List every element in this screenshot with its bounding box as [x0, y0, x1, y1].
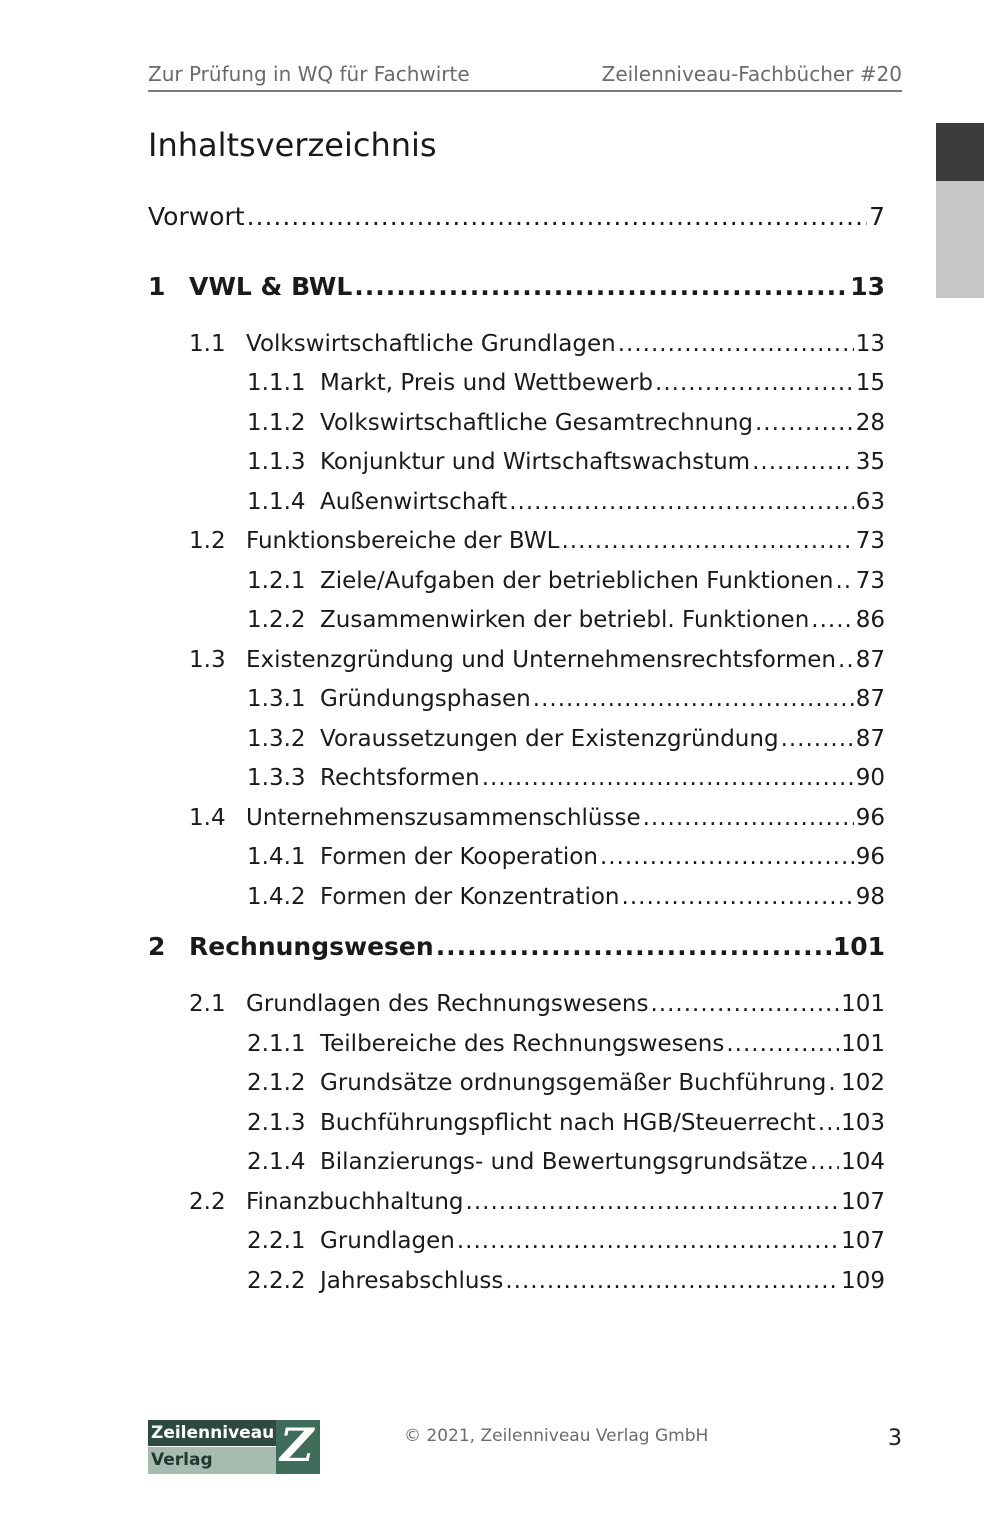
section-page: 107	[841, 1189, 885, 1215]
subsection-page: 101	[841, 1031, 885, 1057]
dot-leader	[811, 603, 853, 637]
toc-chapter[interactable]	[148, 930, 885, 964]
section-title: Unternehmenszusammenschlüsse	[246, 805, 641, 831]
dot-leader	[509, 485, 854, 519]
chapter-number: 2	[148, 932, 166, 961]
toc-subsection[interactable]	[247, 485, 885, 519]
subsection-title: Markt, Preis und Wettbewerb	[320, 370, 654, 396]
dot-leader	[643, 801, 854, 835]
subsection-title: Formen der Kooperation	[320, 844, 598, 870]
dot-leader	[482, 761, 854, 795]
subsection-page: 109	[841, 1268, 885, 1294]
dot-leader	[247, 200, 868, 234]
toc-subsection[interactable]	[247, 880, 885, 914]
toc-entry-page: 7	[869, 202, 885, 231]
dot-leader	[622, 880, 854, 914]
dot-leader	[835, 564, 853, 598]
subsection-page: 28	[855, 410, 885, 436]
toc-subsection[interactable]	[247, 761, 885, 795]
chapter-page: 13	[850, 272, 885, 301]
toc-section[interactable]	[189, 987, 885, 1021]
subsection-number: 1.3.2	[247, 726, 306, 752]
section-number: 2.2	[189, 1189, 226, 1215]
toc-section[interactable]	[189, 801, 885, 835]
subsection-page: 104	[841, 1149, 885, 1175]
dot-leader	[466, 1185, 840, 1219]
chapter-page: 101	[832, 932, 885, 961]
toc-subsection[interactable]	[247, 406, 885, 440]
logo-z-mark: Z	[276, 1420, 320, 1474]
dot-leader	[752, 445, 854, 479]
subsection-page: 103	[841, 1110, 885, 1136]
copyright-notice: © 2021, Zeilenniveau Verlag GmbH	[404, 1426, 709, 1446]
dot-leader	[818, 1106, 839, 1140]
subsection-number: 1.2.2	[247, 607, 306, 633]
subsection-title: Ziele/Aufgaben der betrieblichen Funktionen	[320, 568, 834, 594]
toc-subsection[interactable]	[247, 366, 885, 400]
chapter-number: 1	[148, 272, 166, 301]
subsection-title: Grundsätze ordnungsgemäßer Buchführung	[320, 1070, 827, 1096]
chapter-title: Rechnungswesen	[189, 932, 434, 961]
toc-subsection[interactable]	[247, 1066, 885, 1100]
subsection-title: Grundlagen	[320, 1228, 455, 1254]
subsection-title: Konjunktur und Wirtschaftswachstum	[320, 449, 751, 475]
toc-subsection[interactable]	[247, 1224, 885, 1258]
subsection-number: 1.3.1	[247, 686, 306, 712]
subsection-title: Volkswirtschaftliche Gesamtrechnung	[320, 410, 753, 436]
dot-leader	[354, 270, 848, 304]
dot-leader	[618, 327, 854, 361]
toc-subsection[interactable]	[247, 1027, 885, 1061]
toc-subsection[interactable]	[247, 1264, 885, 1298]
subsection-number: 1.1.4	[247, 489, 306, 515]
dot-leader	[828, 1066, 839, 1100]
subsection-title: Zusammenwirken der betriebl. Funktionen	[320, 607, 810, 633]
dot-leader	[533, 682, 854, 716]
toc-subsection[interactable]	[247, 564, 885, 598]
toc-entry-label: Vorwort	[148, 202, 245, 231]
subsection-title: Teilbereiche des Rechnungswesens	[320, 1031, 725, 1057]
header-book-title: Zur Prüfung in WQ für Fachwirte	[148, 62, 470, 86]
subsection-number: 2.1.3	[247, 1110, 306, 1136]
toc-entry-foreword[interactable]	[148, 200, 885, 234]
publisher-logo	[148, 1420, 320, 1474]
dot-leader	[781, 722, 854, 756]
logo-text-line2: Verlag	[148, 1447, 276, 1474]
section-page: 101	[841, 991, 885, 1017]
subsection-number: 2.1.2	[247, 1070, 306, 1096]
section-page: 73	[855, 528, 885, 554]
subsection-title: Bilanzierungs- und Bewertungsgrundsätze	[320, 1149, 808, 1175]
subsection-number: 2.1.4	[247, 1149, 306, 1175]
subsection-page: 96	[855, 844, 885, 870]
subsection-title: Rechtsformen	[320, 765, 480, 791]
subsection-title: Außenwirtschaft	[320, 489, 508, 515]
subsection-title: Formen der Konzentration	[320, 884, 620, 910]
section-page: 96	[855, 805, 885, 831]
thumb-index-tab	[936, 181, 984, 298]
dot-leader	[810, 1145, 839, 1179]
running-header	[148, 60, 902, 92]
dot-leader	[651, 987, 840, 1021]
subsection-title: Jahresabschluss	[320, 1268, 504, 1294]
toc-subsection[interactable]	[247, 840, 885, 874]
section-title: Funktionsbereiche der BWL	[246, 528, 560, 554]
toc-subsection[interactable]	[247, 603, 885, 637]
toc-subsection[interactable]	[247, 682, 885, 716]
thumb-index-tab-active	[936, 123, 984, 181]
subsection-page: 15	[855, 370, 885, 396]
section-number: 1.3	[189, 647, 226, 673]
subsection-page: 107	[841, 1228, 885, 1254]
dot-leader	[655, 366, 854, 400]
dot-leader	[600, 840, 854, 874]
toc-subsection[interactable]	[247, 445, 885, 479]
page-number: 3	[888, 1426, 902, 1451]
subsection-page: 87	[855, 726, 885, 752]
section-number: 1.4	[189, 805, 226, 831]
subsection-title: Gründungsphasen	[320, 686, 531, 712]
subsection-title: Buchführungspflicht nach HGB/Steuerrecht	[320, 1110, 816, 1136]
section-number: 1.1	[189, 331, 226, 357]
toc-section[interactable]	[189, 524, 885, 558]
subsection-number: 1.1.3	[247, 449, 306, 475]
logo-text-line1: Zeilenniveau	[148, 1420, 276, 1446]
dot-leader	[755, 406, 854, 440]
dot-leader	[505, 1264, 839, 1298]
section-page: 87	[855, 647, 885, 673]
toc-section[interactable]	[189, 327, 885, 361]
section-number: 2.1	[189, 991, 226, 1017]
section-title: Finanzbuchhaltung	[246, 1189, 464, 1215]
subsection-number: 1.2.1	[247, 568, 306, 594]
dot-leader	[726, 1027, 839, 1061]
subsection-number: 1.4.1	[247, 844, 306, 870]
dot-leader	[436, 930, 831, 964]
toc-section[interactable]	[189, 1185, 885, 1219]
subsection-number: 1.1.1	[247, 370, 306, 396]
section-title: Existenzgründung und Unternehmensrechtsformen	[246, 647, 837, 673]
toc-subsection[interactable]	[247, 722, 885, 756]
subsection-page: 102	[841, 1070, 885, 1096]
subsection-number: 2.1.1	[247, 1031, 306, 1057]
subsection-page: 98	[855, 884, 885, 910]
subsection-number: 1.4.2	[247, 884, 306, 910]
dot-leader	[838, 643, 854, 677]
subsection-number: 1.1.2	[247, 410, 306, 436]
section-title: Grundlagen des Rechnungswesens	[246, 991, 649, 1017]
section-number: 1.2	[189, 528, 226, 554]
subsection-number: 2.2.2	[247, 1268, 306, 1294]
subsection-page: 63	[855, 489, 885, 515]
toc-section[interactable]	[189, 643, 885, 677]
subsection-page: 73	[855, 568, 885, 594]
subsection-page: 90	[855, 765, 885, 791]
chapter-title: VWL & BWL	[189, 272, 353, 301]
toc-chapter[interactable]	[148, 270, 885, 304]
subsection-page: 35	[855, 449, 885, 475]
subsection-number: 1.3.3	[247, 765, 306, 791]
subsection-title: Voraussetzungen der Existenzgründung	[320, 726, 779, 752]
page-title: Inhaltsverzeichnis	[148, 126, 437, 164]
section-page: 13	[855, 331, 885, 357]
toc-subsection[interactable]	[247, 1106, 885, 1140]
dot-leader	[561, 524, 853, 558]
section-title: Volkswirtschaftliche Grundlagen	[246, 331, 616, 357]
subsection-page: 87	[855, 686, 885, 712]
dot-leader	[457, 1224, 839, 1258]
subsection-number: 2.2.1	[247, 1228, 306, 1254]
subsection-page: 86	[855, 607, 885, 633]
header-series-title: Zeilenniveau-Fachbücher #20	[601, 62, 902, 86]
toc-subsection[interactable]	[247, 1145, 885, 1179]
